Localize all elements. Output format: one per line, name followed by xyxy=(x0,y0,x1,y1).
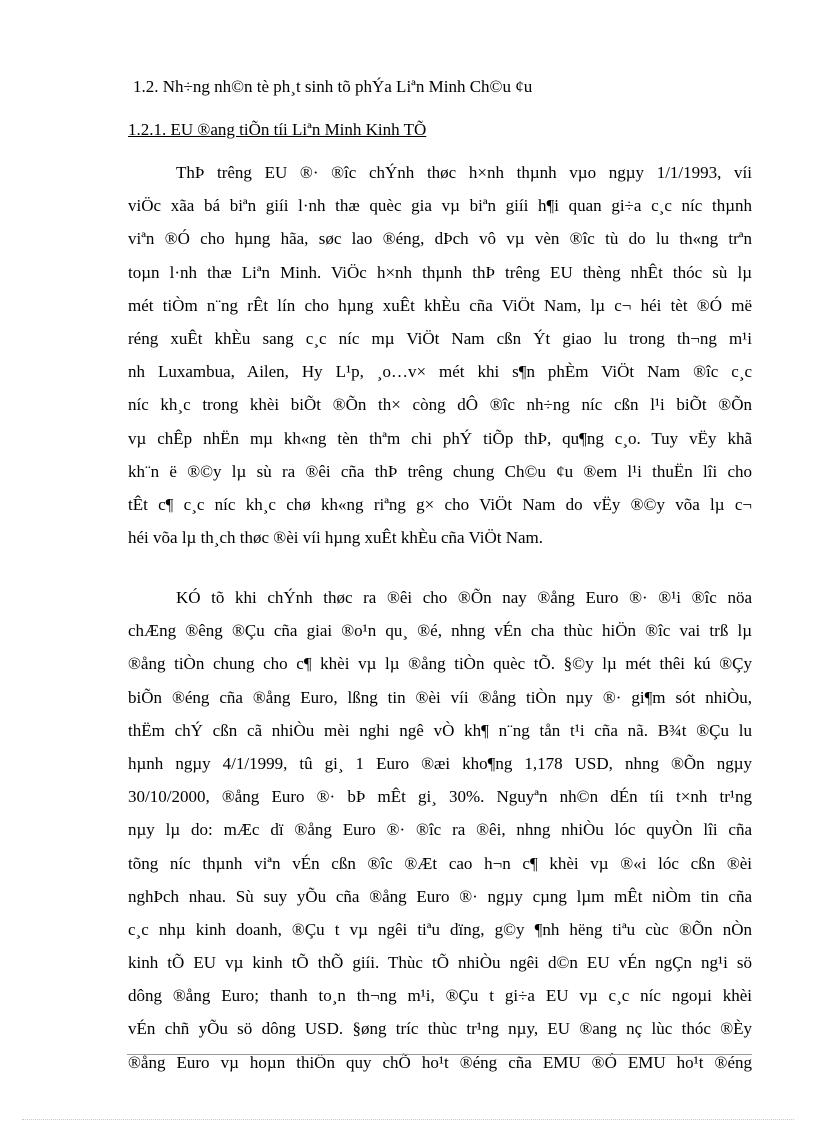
paragraph-line: mét tiÒm n¨ng rÊt lín cho hµng xuÊt khÈu cña ViÖt Nam, lµ c¬ héi tèt ®Ó më xyxy=(128,295,752,315)
paragraph-line: thËm chÝ cßn cã nhiÒu mèi nghi ngê vÒ kh¶ n¨ng tån t¹i cña nã. B¾t ®Çu lu xyxy=(128,720,752,740)
paragraph-line: kh¨n ë ®©y lµ sù ra ®êi cña thÞ trêng chung Ch©u ¢u ®em l¹i thuËn lîi cho xyxy=(128,461,752,481)
paragraph-line: 30/10/2000, ®ång Euro ®· bÞ mÊt gi¸ 30%. Nguyªn nh©n dÉn tíi t×nh tr¹ng xyxy=(128,787,752,807)
paragraph-line: KÓ tõ khi chÝnh thøc ra ®êi cho ®Õn nay ®ång Euro ®· ®¹i ®îc nöa xyxy=(176,588,752,607)
paragraph-line: tõng níc thµnh viªn vÉn cßn ®îc ®Æt cao h¬n c¶ khèi vµ ®«i lóc cßn ®èi xyxy=(128,853,752,873)
paragraph-line: ThÞ trêng EU ®· ®îc chÝnh thøc h×nh thµnh vµo ngµy 1/1/1993, víi xyxy=(176,163,752,182)
paragraph-line: viÖc xãa bá biªn giíi l·nh thæ quèc gia vµ biªn giíi h¶i quan gi÷a c¸c níc thµnh xyxy=(128,196,752,216)
section-heading: 1.2. Nh÷ng nh©n tè ph¸t sinh tõ phÝa Liªn Minh Ch©u ¢u xyxy=(133,77,533,96)
paragraph-line: chÆng ®êng ®Çu cña giai ®o¹n qu¸ ®é, nhng vÉn cha thùc hiÖn ®îc vai trß lµ xyxy=(128,621,752,641)
paragraph-line: vÉn chñ yÕu sö dông USD. §øng tríc thùc tr¹ng nµy, EU ®ang nç lùc thóc ®Èy xyxy=(128,1019,752,1039)
paragraph-line: tÊt c¶ c¸c níc kh¸c chø kh«ng riªng g× cho ViÖt Nam do vËy ®©y võa lµ c¬ xyxy=(128,494,752,514)
paragraph-line: nghÞch nhau. Sù suy yÕu cña ®ång Euro ®· ngµy cµng lµm mÊt niÒm tin cña xyxy=(128,886,752,906)
paragraph-line: dông ®ång Euro; thanh to¸n th¬ng m¹i, ®Çu t gi÷a EU vµ c¸c níc ngoµi khèi xyxy=(128,986,752,1006)
paragraph-line: nh Luxambua, Ailen, Hy L¹p, ¸o…v× mét khi s¶n phÈm ViÖt Nam ®îc c¸c xyxy=(128,362,752,382)
paragraph-line: réng xuÊt khÈu sang c¸c níc mµ ViÖt Nam cßn Ýt giao lu trong th¬ng m¹i xyxy=(128,328,752,348)
paragraph-line: nµy lµ do: mÆc dï ®ång Euro ®· ®îc ra ®êi, nhng nhiÒu lóc quyÒn lîi cña xyxy=(128,820,752,840)
paragraph-line: níc kh¸c trong khèi biÕt ®Õn th× còng dÔ ®îc nh÷ng níc cßn l¹i biÕt ®Õn xyxy=(128,395,752,415)
subsection-heading: 1.2.1. EU ®ang tiÕn tíi Liªn Minh Kinh TÕ xyxy=(128,120,427,139)
paragraph-line: biÕn ®éng cña ®ång Euro, lßng tin ®èi víi ®ång tiÒn nµy ®· gi¶m sót nhiÒu, xyxy=(128,687,752,707)
paragraph-1 xyxy=(128,156,752,554)
paragraph-line: hµnh ngµy 4/1/1999, tû gi¸ 1 Euro ®æi kho¶ng 1,178 USD, nhng ®Õn ngµy xyxy=(128,753,752,773)
paragraph-line: ®ång Euro vµ hoµn thiÖn quy chÕ ho¹t ®éng cña EMU ®Ó EMU ho¹t ®éng xyxy=(128,1052,752,1072)
paragraph-line: toµn l·nh thæ Liªn Minh. ViÖc h×nh thµnh thÞ trêng EU thèng nhÊt thóc sù lµ xyxy=(128,262,752,282)
paragraph-line: kinh tÕ EU vµ kinh tÕ thÕ giíi. Thùc tÕ nhiÒu ngêi d©n EU vÉn ngÇn ng¹i sö xyxy=(128,953,752,973)
paragraph-line: héi võa lµ th¸ch thøc ®èi víi hµng xuÊt khÈu cña ViÖt Nam. xyxy=(128,528,544,548)
paragraph-line: ®ång tiÒn chung cho c¶ khèi vµ lµ ®ång tiÒn quèc tÕ. §©y lµ mét thêi kú ®Çy xyxy=(128,654,752,674)
paragraph-line: vµ chÊp nhËn mµ kh«ng tèn thªm chi phÝ tiÕp thÞ, qu¶ng c¸o. Tuy vËy khã xyxy=(128,428,752,448)
footer-divider xyxy=(127,1054,752,1055)
paragraph-line: viªn ®Ó cho hµng hãa, søc lao ®éng, dÞch vô vµ vèn ®îc tù do lu th«ng trªn xyxy=(128,229,752,249)
paragraph-2 xyxy=(128,581,752,1079)
paragraph-line: c¸c nhµ kinh doanh, ®Çu t vµ ngêi tiªu dïng, g©y ¶nh hëng tiªu cùc ®Õn nÒn xyxy=(128,919,752,939)
page-edge-divider xyxy=(22,1119,794,1120)
